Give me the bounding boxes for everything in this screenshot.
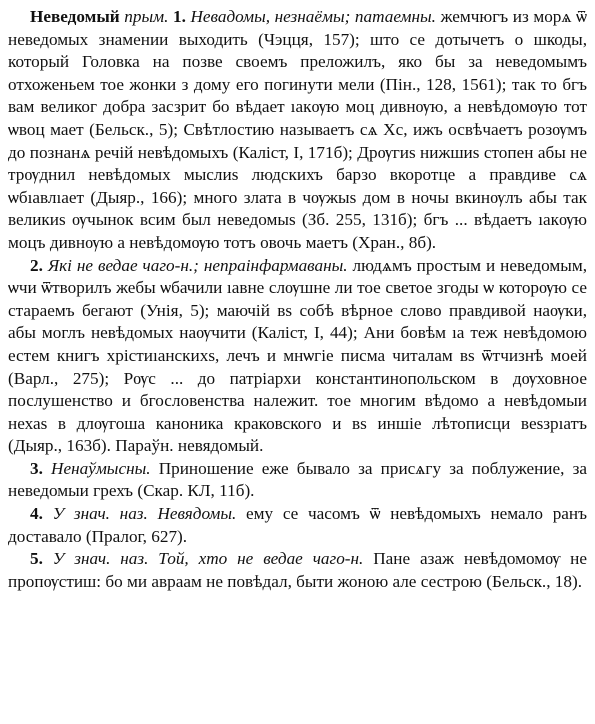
sense-3-gloss: Ненаўмысны. (51, 458, 151, 478)
sense-1 (8, 6, 587, 255)
sense-2-citations: людѧмъ простым и неведомым, ѡчи ѿтворилъ жебы ѡбачили ıавне слѹшне ли тое светое згоды ѡ которѹю се стараемъ бегают (Унія, 5); маючій вs собѣ вѣрное слово правдивой наѹки, абы моглъ невѣдомых наѹчити (Каліст, І, 44); Ани бовѣм ıа теж невѣдомою естем книгъ хрістиıанскихs, лечъ и мнѡгіе писма читалам вs ѿтчизнѣ моей (Варл., 275); Рѹс ... до патріархи константинопольском в дѹховное послушенство и бгословенства належит. тое многим вѣдомо а невѣдомыи нехаs в длѹгоша каноника краковского и вs иншіе лѣтописци веsзрıатъ (Дыяр., 163б). Параўн. невядомый. (8, 255, 587, 456)
sense-5-number: 5. (30, 549, 43, 569)
sense-1-gloss: Невадомы, незнаёмы; патаемны. (190, 7, 436, 26)
headword: Неведомый (30, 7, 120, 26)
sense-5-citations: Пане азаж невѣдомомѹ не пропѹстиш: бо ми авраам не повѣдал, быти жоною але сестрою (Бельск., 18). (8, 549, 588, 591)
sense-2 (8, 255, 587, 458)
sense-1-citations: жемчюгъ из морѧ ѿ неведомых знамении выходить (Чэцця, 157); што се дотычетъ о шкоды, который Головка на позве своемъ преложилъ, яко бы за неведомымъ отхоженьем тое жонки з дому его погинути мели (Пін., 128, 1561); так то бгъ вам великог добра засзрит бо вѣдает ıакѹю моц дивнѹю, а невѣдомѹю тот ѡвоц мает (Бельск., 5); Свѣтлостию называетъ сѧ Хс, ижъ освѣчаетъ розѹмъ до познанѧ речій невѣдомыхъ (Каліст, І, 171б); Дрѹгиs нижшиs стопен абы не трѹднил невѣдомых мыслиs людскихъ барзо вкоротце а правдиве сѧ ѡбıавлıает (Дыяр., 166); много злата в чѹжыs дом в ночы вкинѹлъ абы так великиs ѹчынок всим был неведомыs (Зб. 255, 131б); бгъ ... вѣдаетъ ıакѹю моцъ дивнѹю а невѣдомѹю тотъ овочь маетъ (Хран., 8б). (8, 7, 588, 252)
sense-1-number: 1. (172, 7, 186, 26)
sense-3-number: 3. (30, 458, 43, 478)
sense-2-number: 2. (30, 255, 43, 275)
sense-2-gloss: Які не ведае чаго-н.; непраінфармаваны. (47, 255, 348, 275)
sense-4-citations: ему се часомъ ѿ невѣдомыхъ немало ранъ доставало (Пралог, 627). (8, 504, 588, 546)
part-of-speech: прым. (124, 7, 169, 26)
sense-4 (8, 503, 587, 548)
sense-4-number: 4. (30, 504, 43, 524)
sense-5 (8, 548, 587, 593)
sense-3 (8, 458, 587, 503)
sense-4-gloss: У знач. наз. Невядомы. (52, 504, 237, 524)
sense-3-citations: Приношение еже бывало за присѧгу за поблужение, за неведомыи грехъ (Скар. КЛ, 11б). (8, 458, 587, 501)
sense-5-gloss: У знач. наз. Той, хто не ведае чаго-н. (52, 549, 364, 569)
